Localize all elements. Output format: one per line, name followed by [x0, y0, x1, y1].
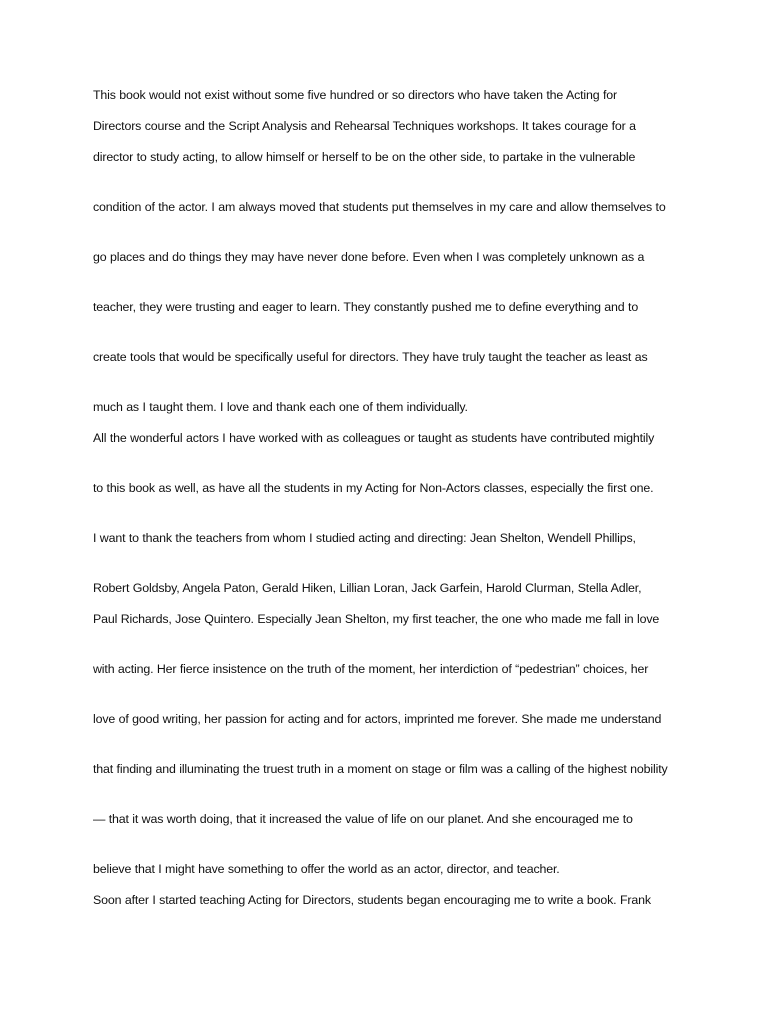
- paragraph-18: believe that I might have something to offer the world as an actor, director, and teacher.: [93, 862, 560, 876]
- paragraph-9: All the wonderful actors I have worked with as colleagues or taught as students have contributed mightily: [93, 431, 655, 445]
- paragraph-8: much as I taught them. I love and thank each one of them individually.: [93, 400, 468, 414]
- paragraph-11: I want to thank the teachers from whom I studied acting and directing: Jean Shelton, Wendell Phillips,: [93, 531, 636, 545]
- paragraph-12: Robert Goldsby, Angela Paton, Gerald Hiken, Lillian Loran, Jack Garfein, Harold Clurman, Stella Adler,: [93, 581, 642, 595]
- paragraph-17: — that it was worth doing, that it increased the value of life on our planet. And she encouraged me to: [93, 812, 633, 826]
- paragraph-13: Paul Richards, Jose Quintero. Especially Jean Shelton, my first teacher, the one who made me fall in love: [93, 612, 660, 626]
- paragraph-16: that finding and illuminating the truest truth in a moment on stage or film was a calling of the highest nobility: [93, 762, 668, 776]
- paragraph-3: director to study acting, to allow himself or herself to be on the other side, to partake in the vulnerable: [93, 150, 636, 164]
- paragraph-19: Soon after I started teaching Acting for Directors, students began encouraging me to write a book. Frank: [93, 893, 651, 907]
- paragraph-10: to this book as well, as have all the students in my Acting for Non-Actors classes, especially the first one.: [93, 481, 654, 495]
- paragraph-4: condition of the actor. I am always moved that students put themselves in my care and allow themselves to: [93, 200, 666, 214]
- paragraph-15: love of good writing, her passion for acting and for actors, imprinted me forever. She made me understand: [93, 712, 662, 726]
- text-block: [93, 86, 683, 941]
- paragraph-7: create tools that would be specifically useful for directors. They have truly taught the teacher as least as: [93, 350, 648, 364]
- paragraph-2: Directors course and the Script Analysis and Rehearsal Techniques workshops. It takes courage for a: [93, 119, 636, 133]
- paragraph-5: go places and do things they may have never done before. Even when I was completely unknown as a: [93, 250, 645, 264]
- paragraph-6: teacher, they were trusting and eager to learn. They constantly pushed me to define everything and to: [93, 300, 639, 314]
- paragraph-14: with acting. Her fierce insistence on the truth of the moment, her interdiction of “pedestrian” choices, her: [93, 662, 649, 676]
- paragraph-1: This book would not exist without some five hundred or so directors who have taken the Acting for: [93, 88, 618, 102]
